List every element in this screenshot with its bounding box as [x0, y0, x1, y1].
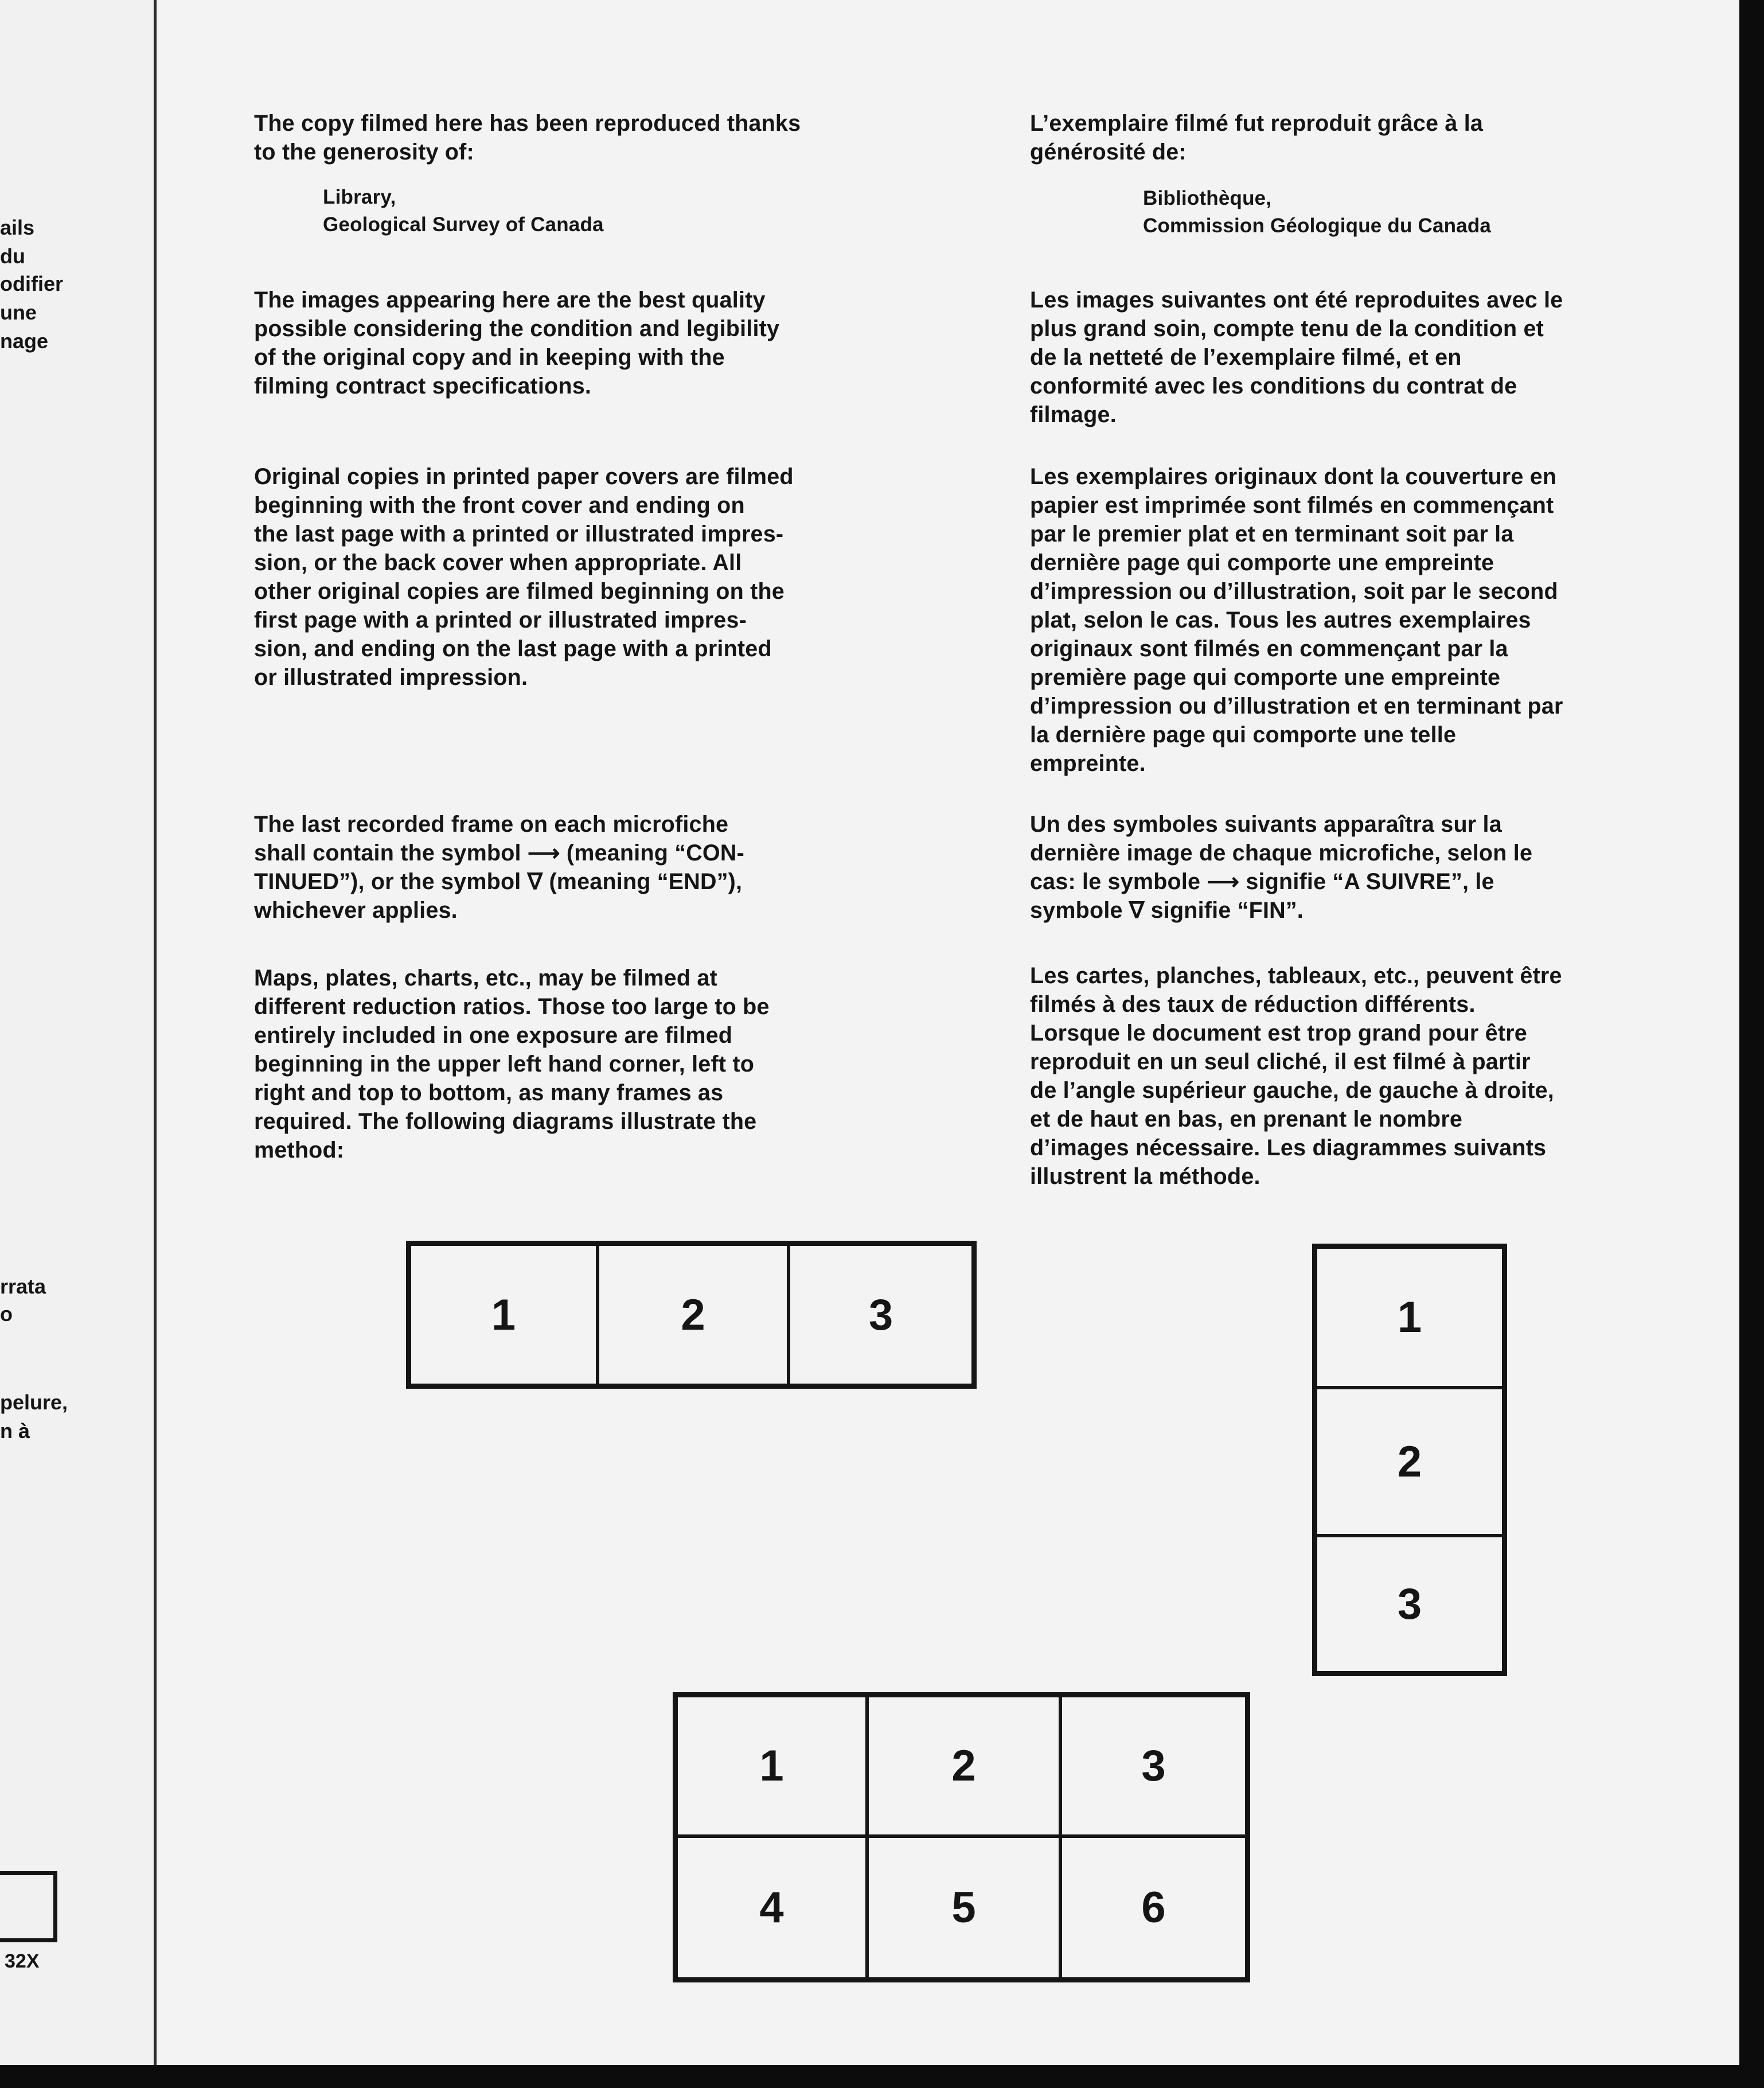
frame-cell: 1 — [1316, 1247, 1504, 1388]
left-fragment: ails — [0, 216, 35, 239]
french-originals: Les exemplaires originaux dont la couverture en papier est imprimée sont filmés en commençant par le premier plat et en terminant soit par la dernière page qui comporte une empreinte d’impression ou d’illustration, soit par le second plat, selon le cas. Tous les autres exemplaires originaux sont filmés en commençant par la première page qui comporte une empreinte d’impression ou d’illustration et en terminant par la dernière page qui comporte une telle empreinte. — [1030, 464, 1563, 776]
left-fragment: nage — [0, 329, 49, 353]
english-symbols: The last recorded frame on each microfiche shall contain the symbol ⟶ (meaning “CON- TINUED”), or the symbol ∇ (meaning “END”), whichever applies. — [254, 812, 744, 923]
frame-cell: 1 — [676, 1696, 867, 1836]
left-fragment: n à — [0, 1419, 30, 1443]
english-quality: The images appearing here are the best quality possible considering the condition and legibility of the original copy and in keeping with the filming contract specifications. — [254, 287, 780, 399]
frame-cell: 3 — [1060, 1696, 1247, 1836]
french-library: Bibliothèque, Commission Géologique du Canada — [1143, 187, 1492, 237]
frame-cell: 1 — [409, 1244, 598, 1385]
left-fragment: pelure, — [0, 1390, 68, 1414]
diagram-horizontal — [406, 1241, 977, 1389]
frame-cell: 2 — [867, 1696, 1060, 1836]
left-fragment: o — [0, 1302, 13, 1326]
scan-border — [0, 2065, 1764, 2088]
frame-cell: 4 — [676, 1836, 867, 1979]
frame-cell: 3 — [789, 1244, 973, 1385]
left-fragment: odifier — [0, 272, 64, 295]
diagram-vertical — [1312, 1244, 1507, 1676]
english-originals: Original copies in printed paper covers are filmed beginning with the front cover and ending on the last page with a printed or illustrated impres- sion, or the back cover when appropriate. All other original copies are filmed beginning on the first page with a printed or illustrated impres- sion, and ending on the last page with a printed or illustrated impression. — [254, 464, 794, 690]
left-fragment: une — [0, 301, 37, 324]
frame-cell: 6 — [1060, 1836, 1247, 1979]
french-intro: L’exemplaire filmé fut reproduit grâce à la générosité de: — [1030, 111, 1484, 165]
left-fragment: du — [0, 244, 25, 268]
english-intro: The copy filmed here has been reproduced thanks to the generosity of: — [254, 111, 801, 165]
previous-page-edge — [0, 0, 155, 2068]
left-fragment: rrata — [0, 1275, 46, 1298]
french-quality: Les images suivantes ont été reproduites avec le plus grand soin, compte tenu de la condition et de la netteté de l’exemplaire filmé, et en conformité avec les conditions du contrat de filmage. — [1030, 287, 1563, 427]
reduction-label: 32X — [5, 1950, 40, 1972]
english-library: Library, Geological Survey of Canada — [323, 186, 604, 236]
frame-cell: 2 — [1316, 1388, 1504, 1536]
english-maps: Maps, plates, charts, etc., may be filmed at different reduction ratios. Those too large to be entirely included in one exposure are filmed beginning in the upper left hand corner, left to right and top to bottom, as many frames as required. The following diagrams illustrate the method: — [254, 965, 770, 1163]
frame-cell: 5 — [867, 1836, 1060, 1979]
reduction-box — [0, 1871, 57, 1942]
main-page — [154, 0, 1739, 2065]
french-symbols: Un des symboles suivants apparaîtra sur la dernière image de chaque microfiche, selon le cas: le symbole ⟶ signifie “A SUIVRE”, le symbole ∇ signifie “FIN”. — [1030, 812, 1533, 923]
diagram-grid — [673, 1692, 1250, 1982]
french-maps: Les cartes, planches, tableaux, etc., peuvent être filmés à des taux de réduction différents. Lorsque le document est trop grand pour être reproduit en un seul cliché, il est filmé à partir de l’angle supérieur gauche, de gauche à droite, et de haut en bas, en prenant le nombre d’images nécessaire. Les diagrammes suivants illustrent la méthode. — [1030, 963, 1562, 1189]
frame-cell: 2 — [598, 1244, 789, 1385]
frame-cell: 3 — [1316, 1536, 1504, 1673]
